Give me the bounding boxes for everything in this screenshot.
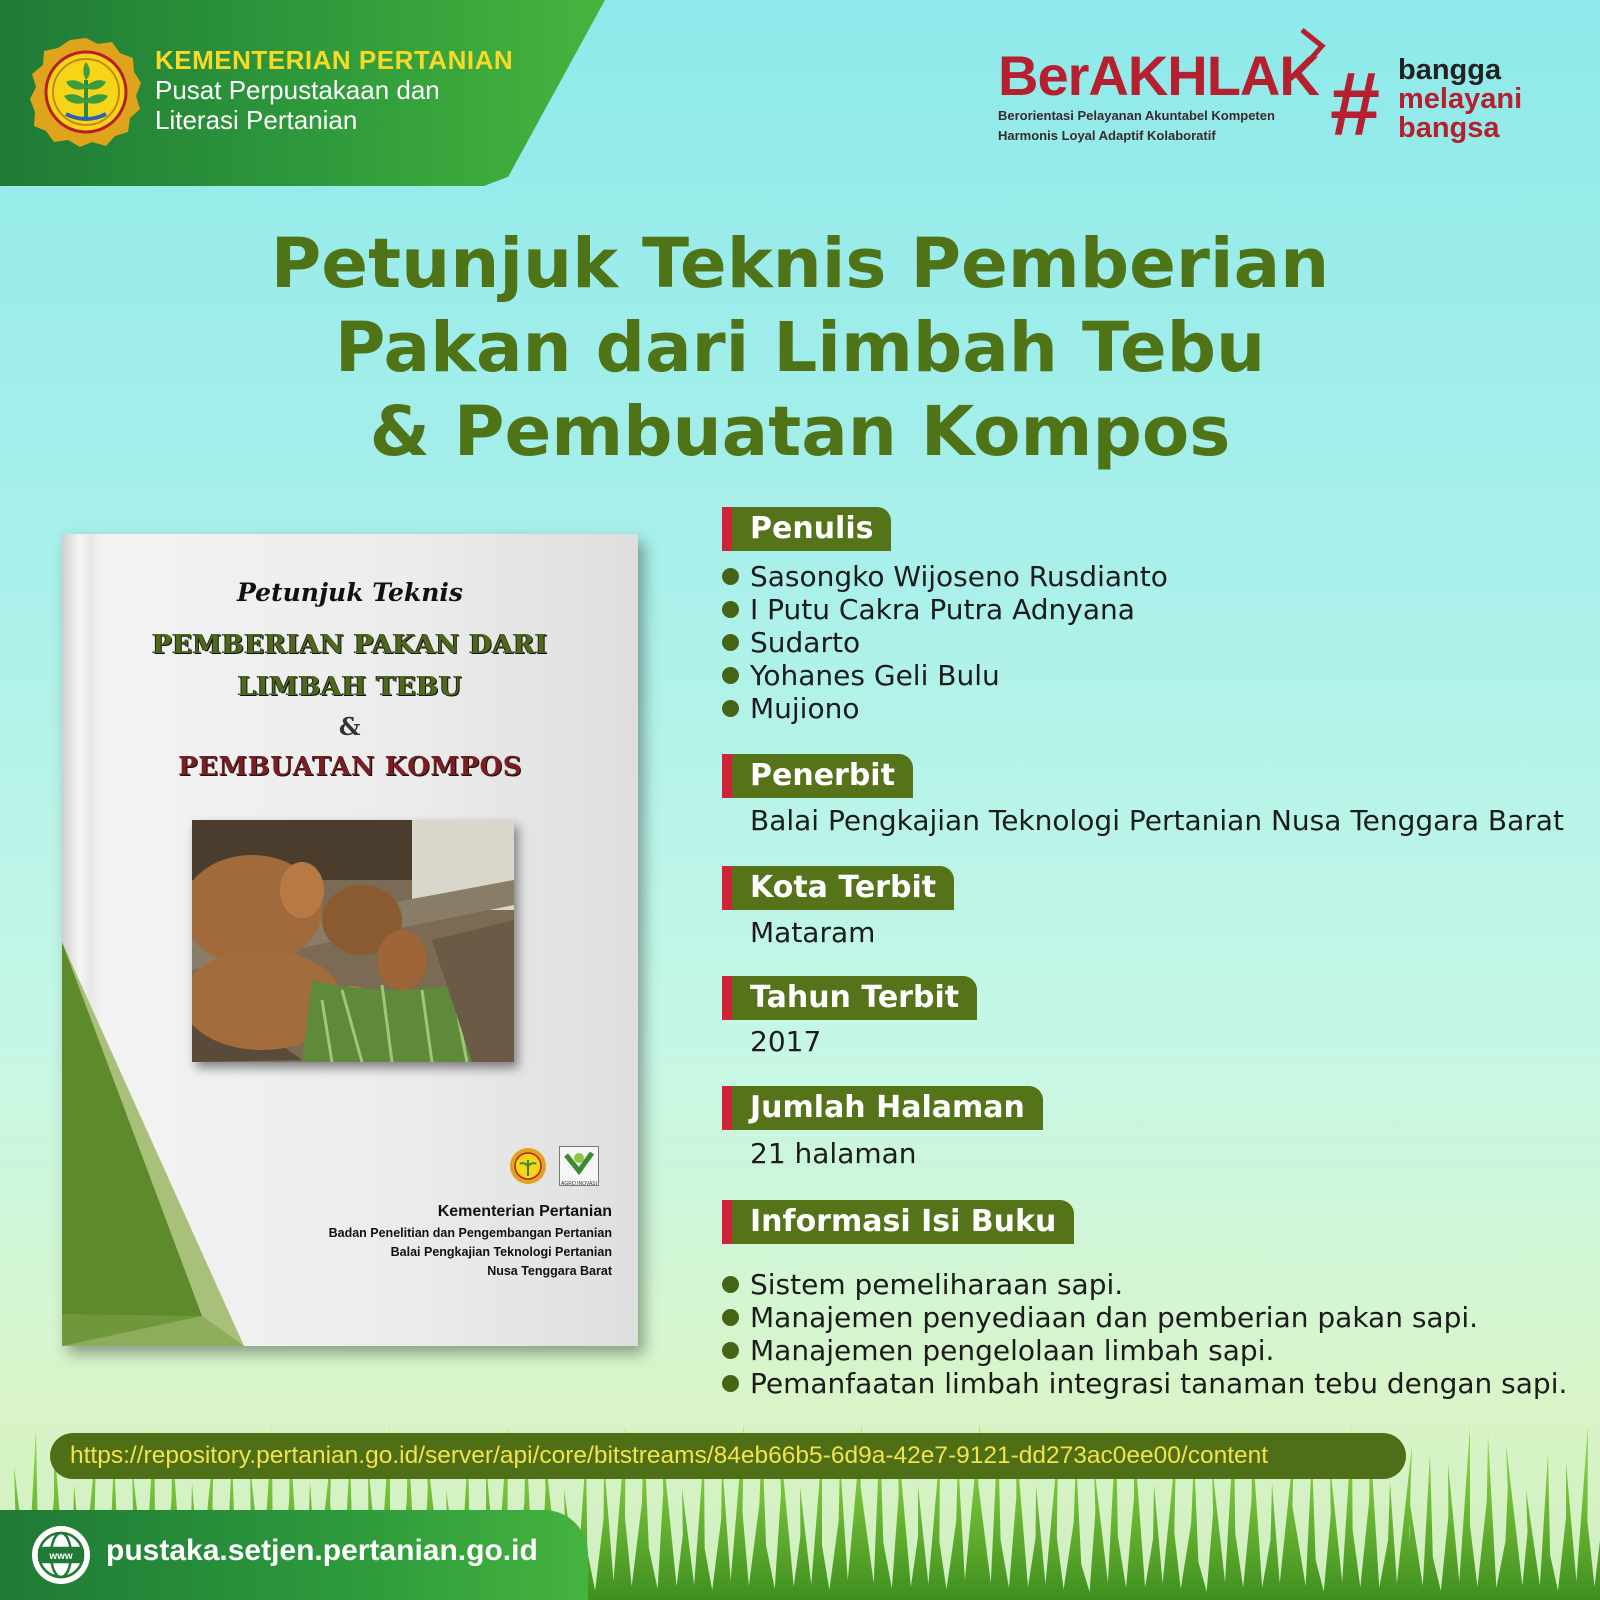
penerbit-label: Penerbit — [722, 754, 913, 798]
org-sub-line-1: Pusat Perpustakaan dan — [155, 74, 440, 105]
cover-publisher-2: Badan Penelitian dan Pengembangan Pertanian — [328, 1226, 612, 1240]
berakhlak-logo — [998, 44, 1319, 145]
informasi-isi-label: Informasi Isi Buku — [722, 1200, 1074, 1244]
cover-publisher-1: Kementerian Pertanian — [437, 1203, 612, 1220]
kementan-small-emblem-icon — [508, 1146, 548, 1186]
agro-inovasi-icon — [560, 1147, 598, 1177]
cover-title-line-2: LIMBAH TEBU — [237, 672, 463, 702]
slogan-line-2: melayani — [1398, 83, 1523, 115]
list-item: Sistem pemeliharaan sapi. — [722, 1268, 1567, 1301]
org-identity — [155, 46, 513, 136]
penulis-label: Penulis — [722, 507, 891, 551]
penulis-list — [722, 560, 1168, 725]
kota-terbit-value: Mataram — [750, 916, 876, 949]
tahun-terbit-value: 2017 — [750, 1025, 822, 1058]
www-label: www — [49, 1551, 73, 1562]
hashtag-icon: # — [1330, 55, 1381, 155]
kementan-emblem-icon — [30, 36, 142, 148]
org-sub-line-2: Literasi Pertanian — [155, 104, 358, 135]
berakhlak-tagline-1: Berorientasi Pelayanan Akuntabel Kompeten — [998, 108, 1275, 123]
globe-www-icon — [30, 1524, 92, 1586]
list-item: Manajemen pengelolaan limbah sapi. — [722, 1334, 1567, 1367]
cover-publisher — [329, 1200, 612, 1280]
org-name: KEMENTERIAN PERTANIAN — [155, 45, 514, 75]
title-line-2: Pakan dari Limbah Tebu — [334, 308, 1266, 388]
jumlah-halaman-label: Jumlah Halaman — [722, 1086, 1043, 1130]
cover-subtitle: Petunjuk Teknis — [237, 578, 463, 607]
tahun-terbit-label: Tahun Terbit — [722, 976, 977, 1020]
list-item: Manajemen penyediaan dan pemberian pakan sapi. — [722, 1301, 1567, 1334]
cover-title-line-1: PEMBERIAN PAKAN DARI — [152, 630, 548, 660]
slogan-line-3: bangsa — [1398, 112, 1500, 144]
list-item: Yohanes Geli Bulu — [722, 659, 1168, 692]
footer-website — [0, 1510, 588, 1600]
slogan-line-1: bangga — [1398, 54, 1502, 86]
list-item: Pemanfaatan limbah integrasi tanaman tebu dengan sapi. — [722, 1367, 1567, 1400]
chevron-right-icon — [1298, 26, 1328, 66]
list-item: Sudarto — [722, 626, 1168, 659]
title-line-1: Petunjuk Teknis Pemberian — [270, 224, 1330, 304]
title-line-3: & Pembuatan Kompos — [369, 392, 1231, 472]
cover-publisher-4: Nusa Tenggara Barat — [487, 1263, 612, 1278]
penerbit-value: Balai Pengkajian Teknologi Pertanian Nusa Tenggara Barat — [750, 804, 1564, 837]
list-item: I Putu Cakra Putra Adnyana — [722, 593, 1168, 626]
agro-inovasi-logo — [559, 1146, 599, 1186]
website-link[interactable]: pustaka.setjen.pertanian.go.id — [106, 1534, 538, 1567]
agro-inovasi-caption: AGRO INOVASI — [560, 1181, 598, 1187]
repository-link[interactable]: https://repository.pertanian.go.id/server/api/core/bitstreams/84eb66b5-6d9a-42e7-9121-dd273ac0ee00/content — [50, 1433, 1406, 1479]
page-title — [0, 222, 1600, 474]
book-cover — [62, 534, 638, 1346]
berakhlak-word: BerAKHLAK — [998, 44, 1319, 107]
cattle-feeding-photo — [192, 820, 514, 1062]
cover-title-line-4: PEMBUATAN KOMPOS — [178, 752, 522, 782]
list-item: Sasongko Wijoseno Rusdianto — [722, 560, 1168, 593]
kota-terbit-label: Kota Terbit — [722, 866, 954, 910]
berakhlak-tagline-2: Harmonis Loyal Adaptif Kolaboratif — [998, 128, 1216, 144]
cover-publisher-3: Balai Pengkajian Teknologi Pertanian — [390, 1244, 612, 1259]
jumlah-halaman-value: 21 halaman — [750, 1137, 917, 1170]
list-item: Mujiono — [722, 692, 1168, 725]
cover-title-ampersand: & — [338, 712, 362, 741]
